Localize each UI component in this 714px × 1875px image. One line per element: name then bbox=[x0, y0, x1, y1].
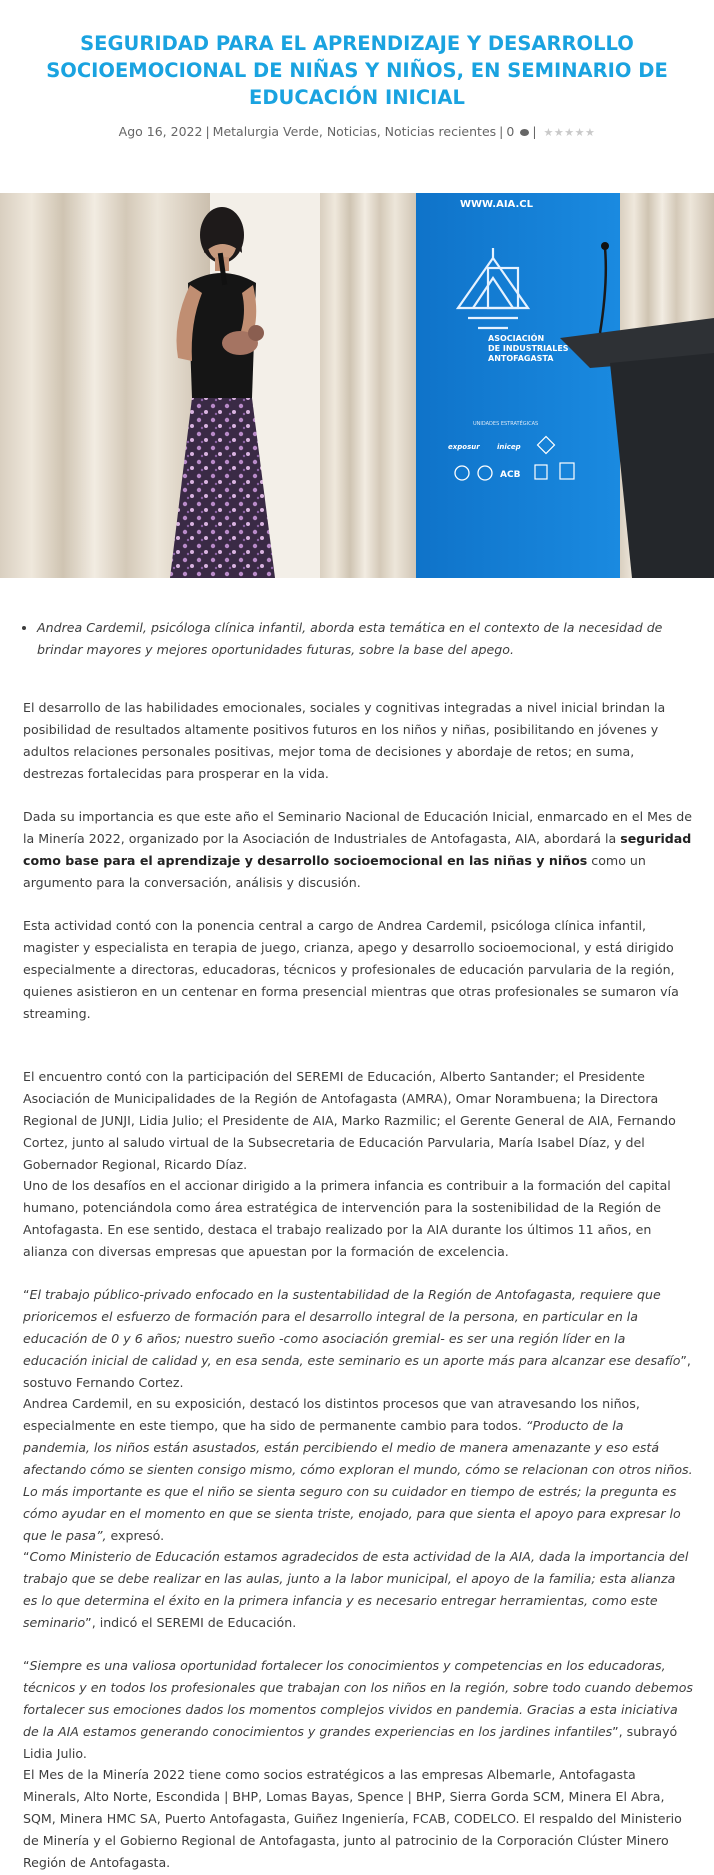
banner-org-line2: DE INDUSTRIALES bbox=[488, 344, 569, 353]
paragraph-2 bbox=[23, 806, 693, 894]
quote-cardemil: “Producto de la pandemia, los niños están asustados, están percibiendo el medio de manera amenazante y eso está afectando cómo se sienten consigo mismo, cómo exploran el mundo, cómo se relacionan con otros niños. Lo más importante es que el niño se sienta seguro con su cuidador en tiempo de estrés; la pregunta es cómo ayudar en el momento en que se sienta triste, enojado, para que sienta el apoyo para expresar lo que le pasa”, bbox=[23, 1418, 693, 1543]
banner-units-label: UNIDADES ESTRATÉGICAS bbox=[473, 421, 539, 427]
quote-attribution: expresó. bbox=[106, 1528, 165, 1543]
rating-stars-icon[interactable]: ★★★★★ bbox=[543, 126, 596, 139]
quote-attribution: ”, subrayó Lidia Julio. bbox=[23, 1724, 678, 1761]
meta-separator: | bbox=[205, 124, 210, 139]
paragraph-1: El desarrollo de las habilidades emocionales, sociales y cognitivas integradas a nivel inicial brindan la posibilidad de resultados altamente positivos futuros en los niños y niñas, posibilitando en jóvenes y adultos relaciones personales positivas, mejor toma de decisiones y abordaje de retos; en suma, destrezas fortalecidas para prosperar en la vida. bbox=[23, 700, 666, 781]
quote-open: “ bbox=[23, 1658, 30, 1673]
paragraph-3: Esta actividad contó con la ponencia central a cargo de Andrea Cardemil, psicóloga clínica infantil, magister y especialista en terapia de juego, crianza, apego y desarrollo socioemocional, y está dirigido especialmente a directoras, educadoras, técnicos y profesionales de educación parvularia de la región, quienes asistieron en un centenar en forma presencial mientras que otras profesionales se sumaron vía streaming. bbox=[23, 918, 679, 1021]
banner-logo-acb: ACB bbox=[500, 470, 521, 480]
quote-attribution: ”, sostuvo Fernando Cortez. bbox=[23, 1353, 691, 1390]
post-meta: Ago 16, 2022 | Metalurgia Verde, Noticias, Noticias recientes | 0 | ★★★★★ bbox=[0, 122, 714, 143]
quote-attribution: ”, indicó el SEREMI de Educación. bbox=[85, 1615, 297, 1630]
paragraph-2-start: Dada su importancia es que este año el Seminario Nacional de Educación Inicial, enmarcado en el Mes de la Minería 2022, organizado por la Asociación de Industriales de Antofagasta, AIA, abordará la bbox=[23, 809, 692, 846]
article-title: SEGURIDAD PARA EL APRENDIZAJE Y DESARROLLO SOCIOEMOCIONAL DE NIÑAS Y NIÑOS, EN SEMINARIO DE EDUCACIÓN INICIAL bbox=[46, 32, 668, 109]
paragraph-5: Uno de los desafíos en el accionar dirigido a la primera infancia es contribuir a la formación del capital humano, potenciándola como área estratégica de intervención para la sostenibilidad de la Región de Antofagasta. En ese sentido, destaca el trabajo realizado por la AIA durante los últimos 11 años, en alianza con diversas empresas que apuestan por la formación de excelencia. bbox=[23, 1178, 671, 1259]
paragraph-2-end: como un argumento para la conversación, análisis y discusión. bbox=[23, 853, 646, 890]
aia-banner bbox=[416, 193, 620, 578]
paragraph-9 bbox=[23, 1655, 693, 1765]
category-link-metalurgia[interactable]: Metalurgia Verde bbox=[212, 124, 319, 139]
quote-seremi: Como Ministerio de Educación estamos agradecidos de esta actividad de la AIA, dada la importancia del trabajo que se debe realizar en las aulas, junto a la labor municipal, el apoyo de la familia; esta alianza es lo que determina el éxito en la primera infancia y es necesario entregar herramientas, como este seminario bbox=[23, 1549, 689, 1630]
paragraph-8 bbox=[23, 1546, 693, 1634]
paragraph-7 bbox=[23, 1393, 693, 1547]
paragraph-4: El encuentro contó con la participación del SEREMI de Educación, Alberto Santander; el Presidente Asociación de Municipalidades de la Región de Antofagasta (AMRA), Omar Norambuena; la Directora Regional de JUNJI, Lidia Julio; el Presidente de AIA, Marko Razmilic; el Gerente General de AIA, Fernando Cortez, junto al saludo virtual de la Subsecretaria de Educación Parvularia, María Isabel Díaz, y del Gobernador Regional, Ricardo Díaz. bbox=[23, 1069, 676, 1172]
image-caption: • Andrea Cardemil, psicóloga clínica infantil, aborda esta temática en el contexto de la necesidad de brindar mayores y mejores oportunidades futuras, sobre la base del apego. bbox=[37, 617, 709, 661]
category-link-noticias[interactable]: Noticias bbox=[326, 124, 377, 139]
banner-url-text: WWW.AIA.CL bbox=[460, 199, 533, 210]
quote-open: “ bbox=[23, 1287, 30, 1302]
image-caption-list bbox=[23, 617, 709, 661]
hero-photo bbox=[0, 193, 714, 578]
banner-logo-inicep: inicep bbox=[497, 443, 521, 451]
comments-link[interactable] bbox=[506, 124, 529, 139]
banner-org-line1: ASOCIACIÓN bbox=[488, 334, 545, 343]
quote-julio: Siempre es una valiosa oportunidad fortalecer los conocimientos y competencias en los educadoras, técnicos y en todos los profesionales que trabajan con los niños en la región, sobre todo cuando debemos fortalecer sus emociones dados los momentos complejos vividos en pandemia. Gracias a esta iniciativa de la AIA estamos generando conocimientos y grandes experiencias en los jardines infantiles bbox=[23, 1658, 693, 1739]
paragraph-7-start: Andrea Cardemil, en su exposición, destacó los distintos procesos que van atravesando los niños, especialmente en este tiempo, que ha sido de permanente cambio para todos. bbox=[23, 1396, 640, 1433]
banner-logo-exposur: exposur bbox=[448, 443, 480, 451]
paragraph-2-bold: seguridad como base para el aprendizaje y desarrollo socioemocional en las niñas y niños bbox=[23, 831, 692, 868]
paragraph-6 bbox=[23, 1284, 693, 1394]
meta-separator: | bbox=[499, 124, 504, 139]
curtain-right bbox=[320, 193, 420, 578]
paragraph-10: El Mes de la Minería 2022 tiene como socios estratégicos a las empresas Albemarle, Antofagasta Minerals, Alto Norte, Escondida | BHP, Lomas Bayas, Spence | BHP, Sierra Gorda SCM, Minera El Abra, SQM, Minera HMC SA, Puerto Antofagasta, Guiñez Ingeniería, FCAB, CODELCO. El respaldo del Ministerio de Minería y el Gobierno Regional de Antofagasta, junto al patrocinio de la Corporación Clúster Minero Región de Antofagasta. bbox=[23, 1767, 682, 1870]
quote-open: “ bbox=[23, 1549, 30, 1564]
comment-icon bbox=[520, 129, 529, 136]
category-link-noticias-recientes[interactable]: Noticias recientes bbox=[384, 124, 497, 139]
meta-separator: | bbox=[532, 124, 537, 139]
quote-cortez: El trabajo público-privado enfocado en la sustentabilidad de la Región de Antofagasta, requiere que prioricemos el esfuerzo de formación para el desarrollo integral de la persona, en particular en la educación de 0 y 6 años; nuestro sueño -como asociación gremial- es ser una región líder en la educación inicial de calidad y, en esa senda, este seminario es un aporte más para alcanzar ese desafío bbox=[23, 1287, 681, 1368]
post-date: Ago 16, 2022 bbox=[118, 124, 203, 139]
comment-count: 0 bbox=[506, 124, 515, 139]
banner-org-line3: ANTOFAGASTA bbox=[488, 354, 554, 363]
